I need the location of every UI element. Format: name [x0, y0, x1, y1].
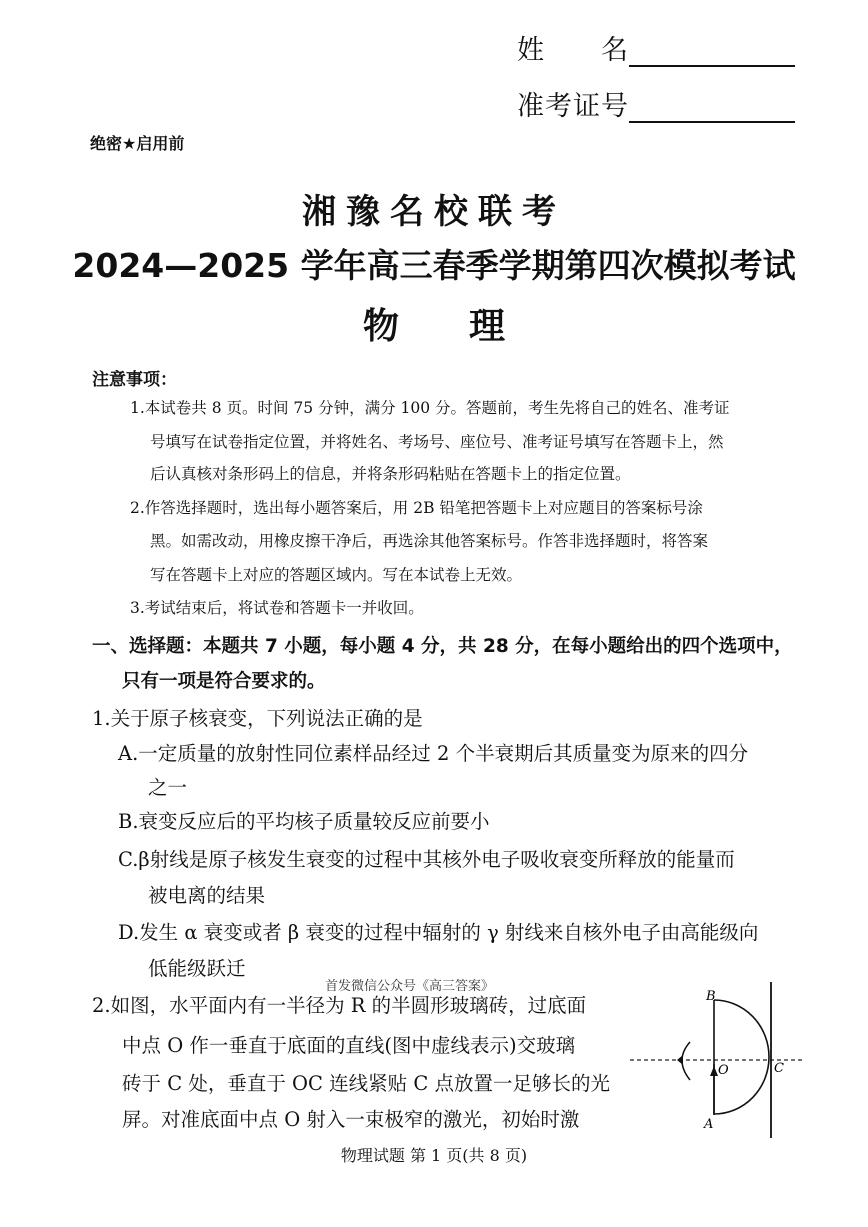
watermark: 首发微信公众号《高三答案》 — [325, 979, 495, 994]
laser-arrow-head — [710, 1066, 718, 1076]
exam-id-field — [517, 84, 795, 123]
section-heading: 一、选择题：本题共 7 小题，每小题 4 分，共 28 分，在每小题给出的四个选项中， — [92, 636, 793, 657]
notice-line: 后认真核对条形码上的信息，并将条形码粘贴在答题卡上的指定位置。 — [150, 465, 631, 483]
exam-id-underline — [629, 91, 795, 123]
exam-title: 2024—2025 学年高三春季学期第四次模拟考试 — [72, 246, 796, 285]
question-1-stem: 1.关于原子核衰变，下列说法正确的是 — [92, 707, 423, 730]
notice-line: 3.考试结束后，将试卷和答题卡一并收回。 — [130, 599, 424, 617]
notice-line: 黑。如需改动，用橡皮擦干净后，再选涂其他答案标号。作答非选择题时，将答案 — [150, 532, 709, 550]
rotation-arrow-head — [677, 1055, 683, 1065]
option-c-cont: 被电离的结果 — [148, 884, 266, 907]
question-2-line: 中点 O 作一垂直于底面的直线(图中虚线表示)交玻璃 — [122, 1034, 576, 1057]
option-a: A.一定质量的放射性同位素样品经过 2 个半衰期后其质量变为原来的四分 — [118, 742, 749, 765]
notice-line: 1.本试卷共 8 页。时间 75 分钟，满分 100 分。答题前，考生先将自己的姓名、准考证 — [130, 399, 730, 417]
name-field — [517, 28, 795, 67]
question-2-line: 砖于 C 处，垂直于 OC 连线紧贴 C 点放置一足够长的光 — [122, 1072, 610, 1095]
rotation-arrow-arc — [682, 1042, 690, 1080]
option-d-cont: 低能级跃迁 — [148, 957, 246, 980]
secret-mark: 绝密★启用前 — [90, 134, 185, 153]
semicircle-glass-figure — [630, 980, 810, 1140]
notice-line: 写在答题卡上对应的答题区域内。写在本试卷上无效。 — [150, 566, 523, 584]
name-label: 姓 名 — [517, 35, 629, 66]
option-b: B.衰变反应后的平均核子质量较反应前要小 — [118, 810, 490, 833]
option-c: C.β射线是原子核发生衰变的过程中其核外电子吸收衰变所释放的能量而 — [118, 848, 735, 871]
option-d: D.发生 α 衰变或者 β 衰变的过程中辐射的 γ 射线来自核外电子由高能级向 — [118, 921, 759, 944]
section-heading-cont: 只有一项是符合要求的。 — [122, 671, 326, 692]
notice-line: 号填写在试卷指定位置，并将姓名、考场号、座位号、准考证号填写在答题卡上，然 — [150, 433, 724, 451]
semicircle-arc — [714, 1000, 769, 1114]
option-a-cont: 之一 — [148, 776, 188, 799]
exam-id-label: 准考证号 — [517, 91, 629, 122]
subject-title: 物理 — [362, 306, 575, 347]
label-a: A — [704, 1117, 714, 1132]
label-b: B — [706, 989, 716, 1004]
notice-line: 2.作答选择题时，选出每小题答案后，用 2B 铅笔把答题卡上对应题目的答案标号涂 — [130, 499, 703, 517]
notice-heading: 注意事项： — [92, 370, 177, 390]
label-o: O — [718, 1063, 729, 1078]
name-underline — [629, 35, 795, 67]
page-footer: 物理试题 第 1 页(共 8 页) — [340, 1146, 528, 1165]
question-2-line: 屏。对准底面中点 O 射入一束极窄的激光，初始时激 — [122, 1108, 580, 1131]
question-2-line: 2.如图，水平面内有一半径为 R 的半圆形玻璃砖，过底面 — [92, 994, 587, 1017]
exam-union-title: 湘豫名校联考 — [302, 192, 566, 232]
label-c: C — [774, 1061, 784, 1076]
